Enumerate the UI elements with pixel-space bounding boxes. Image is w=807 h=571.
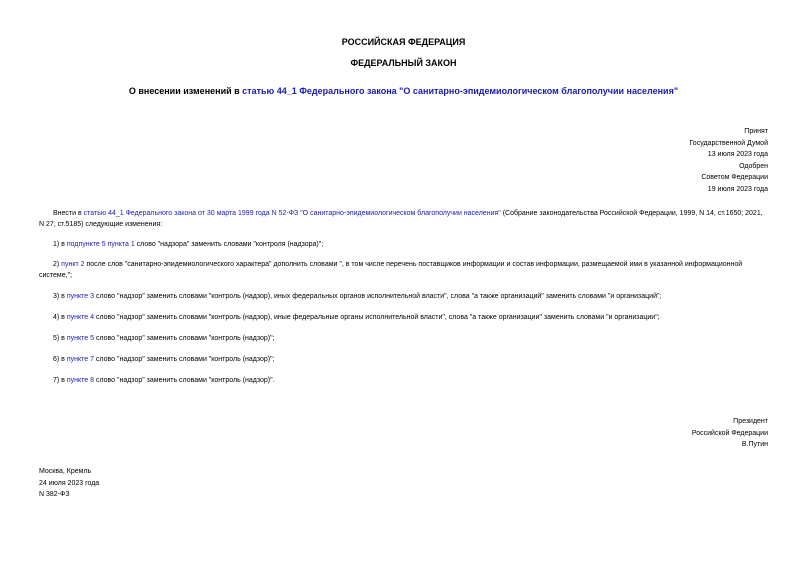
law-title — [0, 86, 807, 96]
adopted-date: 13 июля 2023 года — [707, 151, 768, 158]
intro-link[interactable]: статью 44_1 Федерального закона от 30 марта 1999 года N 52-ФЗ "О санитарно-эпидемиологическом благополучии населения" — [83, 210, 501, 217]
item-number: 3) в — [53, 293, 67, 300]
intro-paragraph — [39, 209, 768, 230]
item-text: после слов "санитарно-эпидемиологического характера" дополнить словами ", в том числе перечень поставщиков информации и состав информации, размещаемой ими в указанной информационной системе,"; — [39, 261, 743, 279]
item-number: 4) в — [53, 314, 67, 321]
approved-label: Одобрен — [739, 162, 768, 170]
item-text: слово "надзор" заменить словами "контроль (надзор)". — [94, 377, 275, 384]
item-number: 7) в — [53, 377, 67, 384]
adopted-by: Государственной Думой — [689, 139, 768, 147]
item-link[interactable]: пункте 4 — [66, 314, 94, 321]
item-number: 2) — [53, 261, 62, 268]
signer-org: Российской Федерации — [691, 429, 768, 437]
intro-prefix: Внести в — [53, 210, 84, 217]
item-link[interactable]: пункте 5 — [66, 335, 94, 342]
signer-name: В.Путин — [741, 441, 768, 448]
signing-place: Москва, Кремль — [39, 468, 92, 475]
adoption-block — [689, 126, 768, 195]
item-text: слово "надзора" заменить словами "контроля (надзора)"; — [134, 241, 324, 248]
signature-block — [692, 416, 768, 451]
adopted-label: Принят — [744, 128, 768, 135]
doc-type-heading: ФЕДЕРАЛЬНЫЙ ЗАКОН — [350, 58, 457, 68]
law-title-prefix: О внесении изменений в — [128, 86, 243, 96]
item-number: 5) в — [53, 335, 67, 342]
item-text: слово "надзор" заменить словами "контроль (надзор)"; — [94, 335, 275, 342]
signing-date: 24 июля 2023 года — [39, 479, 100, 487]
item-text: слово "надзор" заменить словами "контроль (надзор), иных федеральных органов исполнительной власти", слова "а также организаций" заменить словами "и организаций"; — [94, 293, 662, 300]
approved-date: 19 июля 2023 года — [707, 185, 768, 193]
country-heading: РОССИЙСКАЯ ФЕДЕРАЦИЯ — [341, 37, 466, 47]
law-title-link[interactable]: статью 44_1 Федерального закона "О санитарно-эпидемиологическом благополучии населения" — [242, 86, 679, 96]
item-text: слово "надзор" заменить словами "контроль (надзор), иные федеральные органы исполнительной власти", слова "а также организации" заменить словами "и организации"; — [94, 314, 660, 321]
list-item — [39, 376, 768, 387]
item-link[interactable]: пункте 7 — [66, 356, 94, 363]
law-number: N 382-ФЗ — [39, 491, 70, 498]
item-number: 1) в — [53, 241, 67, 248]
signer-position: Президент — [733, 418, 768, 425]
item-text: слово "надзор" заменить словами "контроль (надзор)"; — [94, 356, 275, 363]
list-item — [39, 334, 768, 345]
item-link[interactable]: пункте 3 — [66, 293, 94, 300]
list-item — [39, 240, 768, 251]
item-link[interactable]: подпункте 5 пункта 1 — [66, 241, 135, 248]
list-item — [39, 292, 768, 303]
approved-by: Советом Федерации — [701, 174, 768, 181]
item-link[interactable]: пункте 8 — [66, 377, 94, 384]
list-item — [39, 260, 768, 281]
list-item — [39, 355, 768, 366]
list-item — [39, 313, 768, 324]
item-link[interactable]: пункт 2 — [61, 261, 85, 268]
footer-block — [39, 466, 99, 501]
item-number: 6) в — [53, 356, 67, 363]
intro-suffix: (Собрание законодательства Российской Федерации, 1999, N 14, ст.1650; 2021, N 27, ст.5185) следующие изменения: — [39, 210, 763, 228]
